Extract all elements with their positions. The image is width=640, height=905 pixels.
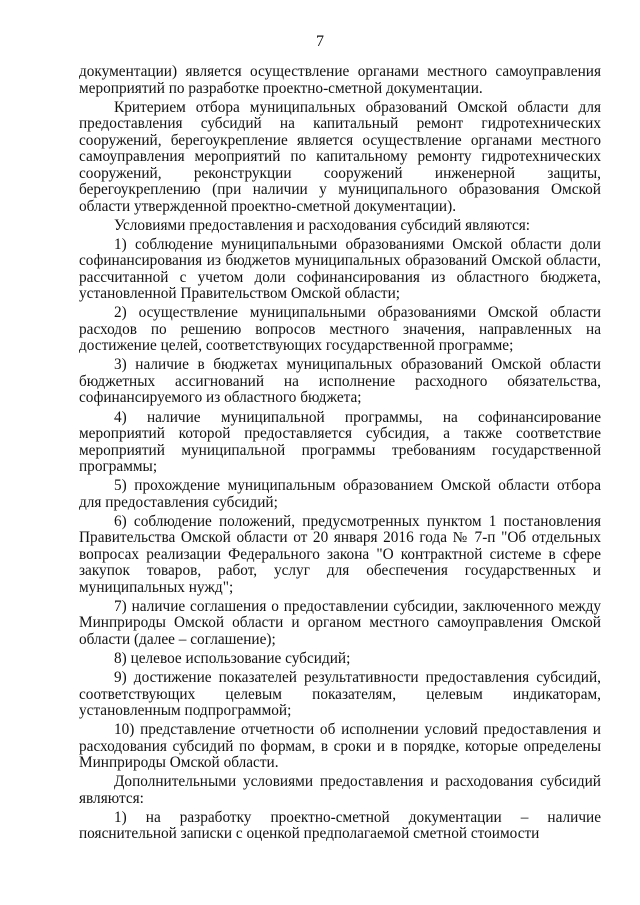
additional-condition-item-1: 1) на разработку проектно-сметной документации – наличие пояснительной записки с оценкой предполагаемой сметной стоимости (79, 808, 601, 843)
condition-item-9: 9) достижение показателей результативности предоставления субсидий, соответствующих целевым показателям, целевым индикаторам, установленным подпрограммой; (79, 669, 601, 720)
paragraph-selection-criterion: Критерием отбора муниципальных образований Омской области для предоставления субсидий на капитальный ремонт гидротехнических сооружений, берегоукрепление является осуществление органами местного самоуправления мероприятий по капитальному ремонту гидротехнических сооружений, реконструкции сооружений инженерной защиты, берегоукреплению (при наличии у муниципального образования Омской области утвержденной проектно-сметной документации). (79, 98, 601, 215)
paragraph-conditions-heading: Условиями предоставления и расходования субсидий являются: (114, 216, 531, 234)
document-body (79, 64, 601, 845)
condition-item-8: 8) целевое использование субсидий; (114, 649, 351, 667)
condition-item-3: 3) наличие в бюджетах муниципальных образований Омской области бюджетных ассигнований на исполнение расходного обязательства, софинансируемого из областного бюджета; (79, 356, 601, 407)
condition-item-10: 10) представление отчетности об исполнении условий предоставления и расходования субсидий по формам, в сроки и в порядке, которые определены Минприроды Омской области. (79, 721, 601, 772)
condition-item-6: 6) соблюдение положений, предусмотренных пунктом 1 постановления Правительства Омской области от 20 января 2016 года № 7-п "Об отдельных вопросах реализации Федерального закона "О контрактной системе в сфере закупок товаров, работ, услуг для обеспечения государственных и муниципальных нужд"; (79, 512, 601, 596)
condition-item-5: 5) прохождение муниципальным образованием Омской области отбора для предоставления субсидий; (79, 477, 601, 511)
paragraph-continuation: документации) является осуществление органами местного самоуправления мероприятий по разработке проектно-сметной документации. (79, 63, 601, 97)
condition-item-7: 7) наличие соглашения о предоставлении субсидии, заключенного между Минприроды Омской области и органом местного самоуправления Омской области (далее – соглашение); (79, 597, 601, 648)
condition-item-4: 4) наличие муниципальной программы, на софинансирование мероприятий которой предоставляется субсидия, а также соответствие мероприятий муниципальной программы требованиям государственной программы; (79, 408, 601, 476)
condition-item-2: 2) осуществление муниципальными образованиями Омской области расходов по решению вопросов местного значения, направленных на достижение целей, соответствующих государственной программе; (79, 304, 601, 355)
paragraph-additional-conditions: Дополнительными условиями предоставления и расходования субсидий являются: (79, 773, 601, 807)
page-number: 7 (316, 33, 324, 50)
condition-item-1: 1) соблюдение муниципальными образованиями Омской области доли софинансирования из бюджетов муниципальных образований Омской области, рассчитанной с учетом доли софинансирования из областного бюджета, установленной Правительством Омской области; (79, 235, 601, 303)
